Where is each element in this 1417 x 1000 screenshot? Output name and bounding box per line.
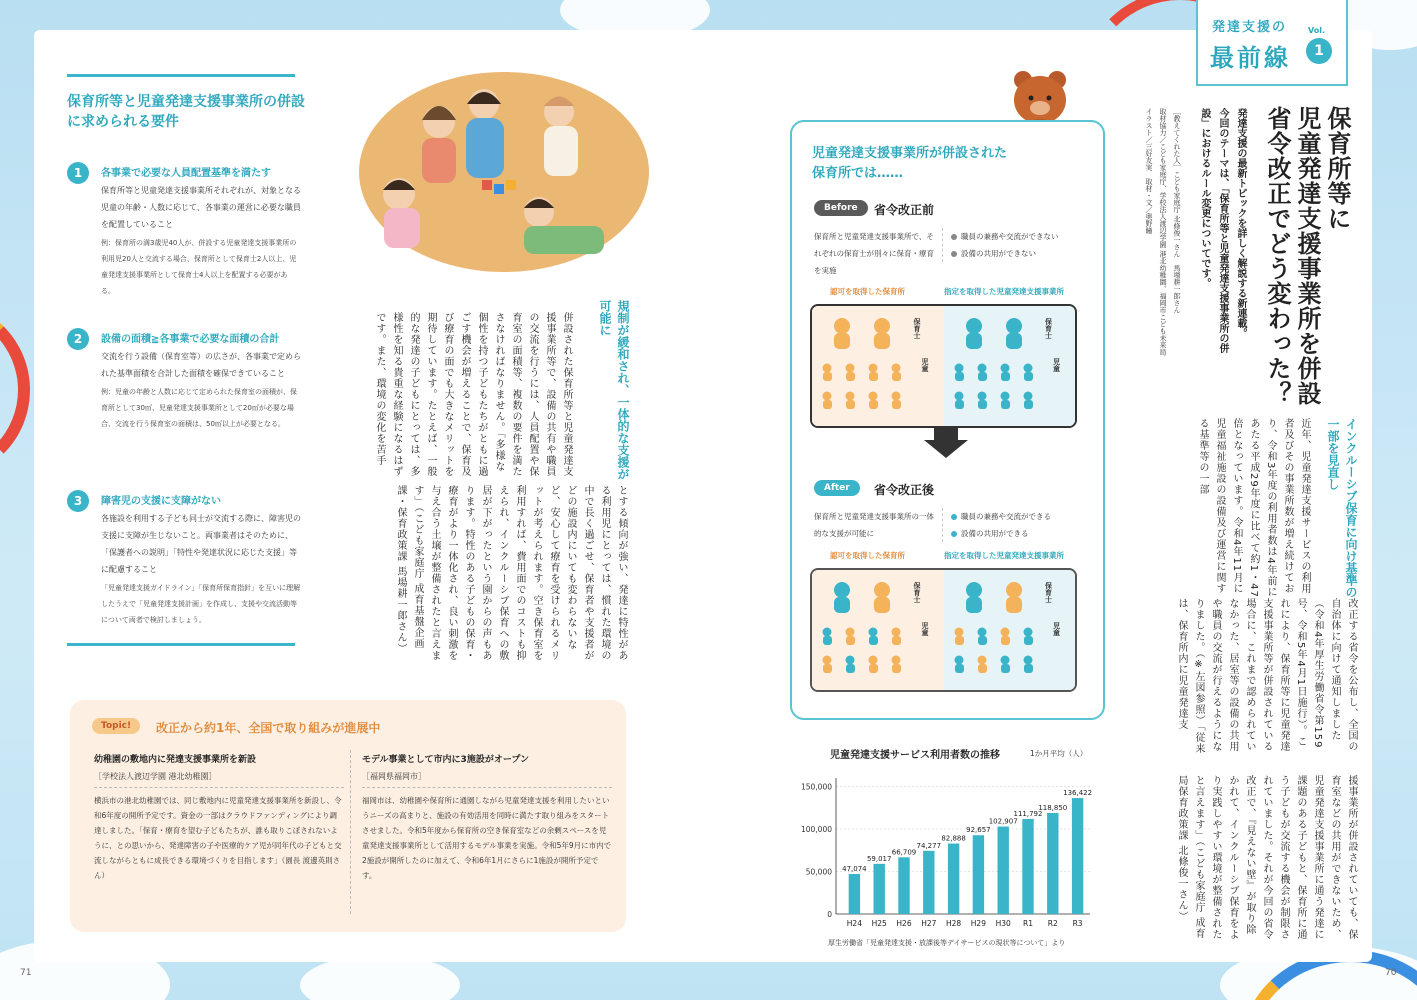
topic-right-sub: ［福岡県福岡市］ bbox=[362, 771, 612, 788]
series-badge bbox=[1196, 0, 1348, 86]
chart-category-label: H30 bbox=[995, 919, 1011, 928]
bullet-dot-icon bbox=[951, 531, 957, 537]
requirement-body-text: 交流を行う設備（保育室等）の広さが、各事業で定められた基準面積を合計した面積を確保できていること bbox=[101, 352, 301, 378]
chart-title: 児童発達支援サービス利用者数の推移 bbox=[830, 750, 1000, 761]
chart-ytick-label: 100,000 bbox=[800, 825, 832, 834]
topic-right-heading: モデル事業として市内に3施設がオープン bbox=[362, 755, 530, 765]
inclusive-body-1: 近年、児童発達支援サービスの利用者及びその事業所数が増え続けており、令和3年度の利用者数は4年前にあたる平成29年度に比べて約1・47倍となっています。令和4年11月に児童福祉施設の設備及び運営に関する基準等の一部 bbox=[1197, 418, 1310, 598]
badge-vol-number: 1 bbox=[1306, 38, 1332, 64]
chart-value-label: 82,888 bbox=[941, 834, 966, 843]
diagram-title: 児童発達支援事業所が併設された保育所では…… bbox=[812, 146, 1008, 181]
badge-vol-label: Vol. bbox=[1308, 26, 1326, 35]
inclusive-body-3: 援事業所が併設されていても、保育室などの共用ができないため、児童発達支援事業所に通う発達に課題のある子どもと、保育所に通う子どもが交流する機会が制限されていました。それが今回の省令改正で、『見えない壁』が取り除かれて、インクルーシブ保育をより実践しやすい環境が整備されたと言えます」（こども家庭庁 成育局保育政策課 北條俊一さん） bbox=[1176, 775, 1357, 940]
requirement-number: 1 bbox=[67, 162, 89, 184]
before-bullet: 設備の共用ができない bbox=[951, 245, 1059, 262]
requirement-body bbox=[101, 510, 301, 628]
before-bullets bbox=[942, 228, 1059, 262]
before-support-side bbox=[944, 306, 1076, 426]
credit-line-1: ［教えてくれた人］こども家庭庁 北條俊一さん 馬場耕一郎さん bbox=[1173, 108, 1181, 314]
requirement-heading: 設備の面積≧各事業で必要な面積の合計 bbox=[101, 334, 280, 345]
chart-ytick-label: 50,000 bbox=[805, 867, 832, 877]
chart-category-label: H26 bbox=[896, 919, 912, 928]
chart-ytick-label: 0 bbox=[827, 910, 832, 919]
topic-right-column bbox=[362, 752, 612, 883]
page-number-right: 70 bbox=[1385, 968, 1397, 978]
topic-right-body: 福岡市は、幼稚園や保育所に通園しながら児童発達支援を利用したいというニーズの高まりと、施設の有効活用を同時に満たす取り組みをスタートさせました。令和5年度から保育所の空き保育室などの余剰スペースを児童発達支援事業所として活用するモデル事業を実施。令和5年9月に市内で2施設が開所したのに加えて、令和6年1月にさらに1施設が開所予定です。 bbox=[362, 796, 612, 880]
topic-left-sub: ［学校法人渡辺学園 港北幼稚園］ bbox=[94, 771, 344, 788]
topic-left-body: 横浜市の港北幼稚園では、同じ敷地内に児童発達支援事業所を新設し、令和6年度の開所予定です。資金の一部はクラウドファンディングにより調達しました。「保育・療育を望む子どもたちが、誰も取りこぼされないように、との思いから、発達障害の子や医療的ケア児が同年代の子どもと交流しながらともに成長できる環境づくりを目指します」（園長 渡邊英則さん） bbox=[94, 796, 342, 880]
chart-bar bbox=[898, 857, 909, 914]
requirement-body bbox=[101, 348, 301, 432]
chart-value-label: 66,709 bbox=[891, 848, 917, 857]
article-title-line-3: 省令改正でどう変わった？ bbox=[1263, 106, 1291, 406]
chart-value-label: 74,277 bbox=[916, 841, 942, 850]
after-description: 保育所と児童発達支援事業所の一体的な支援が可能に bbox=[814, 512, 934, 538]
chart-bar bbox=[873, 864, 884, 914]
after-label: 省令改正後 bbox=[874, 483, 935, 497]
before-panel bbox=[810, 304, 1077, 428]
requirement-body bbox=[101, 182, 301, 299]
lead-line-2: 今回のテーマは、「保育所等と児童発達支援事業所の併 bbox=[1217, 108, 1228, 353]
section-body-upper: 併設された保育所等と児童発達支援事業所等で、設備の共有や職員の交流を行うには、人員配置や保育室の面積等、複数の要件を満たさなければなりません。「多様な個性を持つ子どもたちがともに過ごす機会が増えることで、保育及び療育の面でも大きなメリットを期待しています。たとえば、一般的な発達の子どもにとっては、多様性を知る貴重な経験になるはずです。また、環境の変化を苦手 bbox=[374, 312, 572, 477]
page-number-left: 71 bbox=[20, 968, 32, 978]
chart-value-label: 102,907 bbox=[988, 817, 1018, 826]
teacher-label: 保育士 bbox=[913, 318, 921, 339]
requirement-note: 「児童発達支援ガイドライン」「保育所保育指針」を互いに理解したうえで「児童発達支援計画」を作成し、支援や交流活動等について両者で検討しましょう。 bbox=[101, 584, 301, 624]
requirement-number: 2 bbox=[67, 328, 89, 350]
child-label: 児童 bbox=[921, 622, 929, 636]
chart-category-label: R1 bbox=[1023, 919, 1033, 928]
requirement-heading: 障害児の支援に支障がない bbox=[101, 496, 221, 507]
before-description: 保育所と児童発達支援事業所で、それぞれの保育士が別々に保育・療育を実施 bbox=[814, 232, 934, 275]
topic-left-column bbox=[94, 752, 344, 883]
chart-category-label: H24 bbox=[846, 919, 862, 928]
requirement-number: 3 bbox=[67, 490, 89, 512]
section-heading: 規制が緩和され、一体的な支援が可能に bbox=[598, 300, 630, 480]
after-bullet: 設備の共用ができる bbox=[951, 525, 1051, 542]
child-label: 児童 bbox=[1052, 358, 1061, 372]
topic-divider bbox=[350, 750, 351, 914]
teacher-label: 保育士 bbox=[1044, 582, 1053, 603]
requirements-title: 保育所等と児童発達支援事業所の併設に求められる要件 bbox=[67, 94, 305, 130]
child-label: 児童 bbox=[921, 358, 929, 372]
chart-bar bbox=[1022, 819, 1033, 914]
chart-category-label: H25 bbox=[871, 919, 887, 928]
chart-ytick-label: 150,000 bbox=[800, 782, 832, 792]
chart-category-label: H27 bbox=[921, 919, 937, 928]
after-support-side bbox=[944, 570, 1076, 690]
children-playing-illustration bbox=[354, 62, 650, 274]
bullet-dot-icon bbox=[951, 514, 957, 520]
chart-category-label: H29 bbox=[970, 919, 986, 928]
requirements-bottom-rule bbox=[67, 643, 295, 646]
before-nursery-side bbox=[812, 306, 944, 426]
teacher-label: 保育士 bbox=[1044, 318, 1053, 339]
before-pill: Before bbox=[814, 200, 868, 216]
lead-line-1: 発達支援の最新トピックを詳しく解説する新連載。 bbox=[1235, 108, 1246, 338]
requirement-heading: 各事業で必要な人員配置基準を満たす bbox=[101, 168, 271, 179]
bullet-dot-icon bbox=[951, 234, 957, 240]
chart-bar bbox=[923, 851, 934, 914]
chart-value-label: 136,422 bbox=[1063, 789, 1093, 798]
chart-value-label: 59,017 bbox=[866, 854, 892, 863]
chart-value-label: 118,850 bbox=[1038, 803, 1068, 812]
usage-bar-chart bbox=[790, 760, 1100, 938]
credit-line-2: 取材協力／こども家庭庁、学校法人渡辺学園 港北幼稚園、福岡市こども未来局 bbox=[1159, 108, 1167, 356]
badge-big-text: 最前線 bbox=[1210, 44, 1291, 72]
requirement-body-text: 各施設を利用する子ども同士が交流する際に、障害児の支援に支障が生じないこと。両事業者はそのために、「保護者への説明」「特性や発達状況に応じた支援」等に配慮すること bbox=[101, 514, 301, 574]
requirement-note: 例：児童の年齢と人数に応じて定められた保育室の面積が、保育所として30㎡、児童発達支援事業所として20㎡が必要な場合、交流を行う保育室の面積は、50㎡以上が必要となる。 bbox=[101, 388, 297, 428]
down-arrow-icon bbox=[924, 440, 968, 458]
after-panel bbox=[810, 568, 1077, 692]
label-support-after: 指定を取得した児童発達支援事業所 bbox=[944, 551, 1064, 560]
inclusive-body-2: 改正する省令を公布し、全国の自治体に向けて通知しました（令和4年厚生労働省令第159号、令和5年4月1日施行）。これにより、保育所等に児童発達支援事業所等が併設されている場合に、これまで認められていなかった、居室等の設備の共用や職員の交流が行えるようになりました。（※左図参照）「従来は、保育所内に児童発達支 bbox=[1176, 598, 1357, 754]
topic-title: 改正から約1年、全国で取り組みが進展中 bbox=[156, 721, 381, 735]
article-title-line-2: 児童発達支援事業所を併設 bbox=[1293, 106, 1321, 406]
chart-category-label: R2 bbox=[1047, 919, 1058, 928]
chart-value-label: 92,657 bbox=[966, 826, 991, 835]
chart-bar bbox=[997, 827, 1008, 914]
teacher-label: 保育士 bbox=[913, 582, 921, 603]
bullet-dot-icon bbox=[951, 251, 957, 257]
child-label: 児童 bbox=[1052, 622, 1061, 636]
after-bullet: 職員の兼務や交流ができる bbox=[951, 508, 1051, 525]
chart-value-label: 111,792 bbox=[1013, 809, 1043, 818]
requirements-top-rule bbox=[67, 74, 295, 77]
credit-line-3: イラスト／三好友実 取材・文／奥野瞳 bbox=[1145, 108, 1153, 234]
after-nursery-side bbox=[812, 570, 944, 690]
chart-bar bbox=[849, 874, 860, 914]
badge-small-text: 発達支援の bbox=[1212, 20, 1288, 35]
topic-left-heading: 幼稚園の敷地内に発達支援事業所を新設 bbox=[94, 755, 257, 765]
chart-category-label: R3 bbox=[1072, 919, 1083, 928]
article-title-line-1: 保育所等に bbox=[1323, 106, 1351, 231]
label-nursery-before: 認可を取得した保育所 bbox=[830, 287, 905, 296]
label-nursery-after: 認可を取得した保育所 bbox=[830, 551, 905, 560]
chart-bar bbox=[973, 835, 984, 914]
topic-tag: Topic! bbox=[92, 718, 140, 734]
requirement-note: 例：保育所の満3歳児40人が、併設する児童発達支援事業所の利用児20人と交流する場合、保育所として保育士2人以上、児童発達支援事業所として保育士4人以上を配置する必要がある。 bbox=[101, 239, 297, 295]
after-bullets bbox=[942, 508, 1051, 542]
after-pill: After bbox=[814, 480, 860, 496]
inclusive-heading: インクルーシブ保育に向け基準の一部を見直し bbox=[1326, 418, 1358, 598]
before-label: 省令改正前 bbox=[874, 203, 935, 217]
before-after-diagram bbox=[790, 120, 1105, 720]
before-bullet: 職員の兼務や交流ができない bbox=[951, 228, 1059, 245]
chart-value-label: 47,074 bbox=[842, 864, 867, 873]
requirement-body-text: 保育所等と児童発達支援事業所それぞれが、対象となる児童の年齢・人数に応じて、各事業の運営に必要な職員を配置していること bbox=[101, 186, 301, 229]
chart-bar bbox=[1047, 813, 1058, 914]
chart-category-label: H28 bbox=[946, 919, 962, 928]
chart-unit: 1か月平均（人） bbox=[1030, 749, 1088, 758]
lead-line-3: 設」におけるルール変更についてです。 bbox=[1199, 108, 1210, 288]
chart-bar bbox=[1072, 798, 1083, 914]
section-body-lower: とする傾向が強い、発達に特性がある利用児にとっては、慣れた環境の中で長く過ごせ、保育者や支援者がどの施設内にいても変わらないなど、安心して療育を受けられるメリットが考えられます。空き保育室を利用すれば、費用面でのコストも抑えられ、インクルーシブ保育への敷居が下がったという園からの声もあります。特性のある子どもの保育・療育がより一体化され、良い刺激を与え合う土壌が整備されたと言えます」（こども家庭庁 成育基盤企画課・保育政策課 馬場耕一郎さん） bbox=[395, 485, 627, 661]
topic-box bbox=[70, 700, 626, 932]
chart-bar bbox=[948, 844, 959, 914]
chart-source: 厚生労働省「児童発達支援・放課後等デイサービスの現状等について」より bbox=[828, 939, 1066, 947]
label-support-before: 指定を取得した児童発達支援事業所 bbox=[944, 287, 1064, 296]
